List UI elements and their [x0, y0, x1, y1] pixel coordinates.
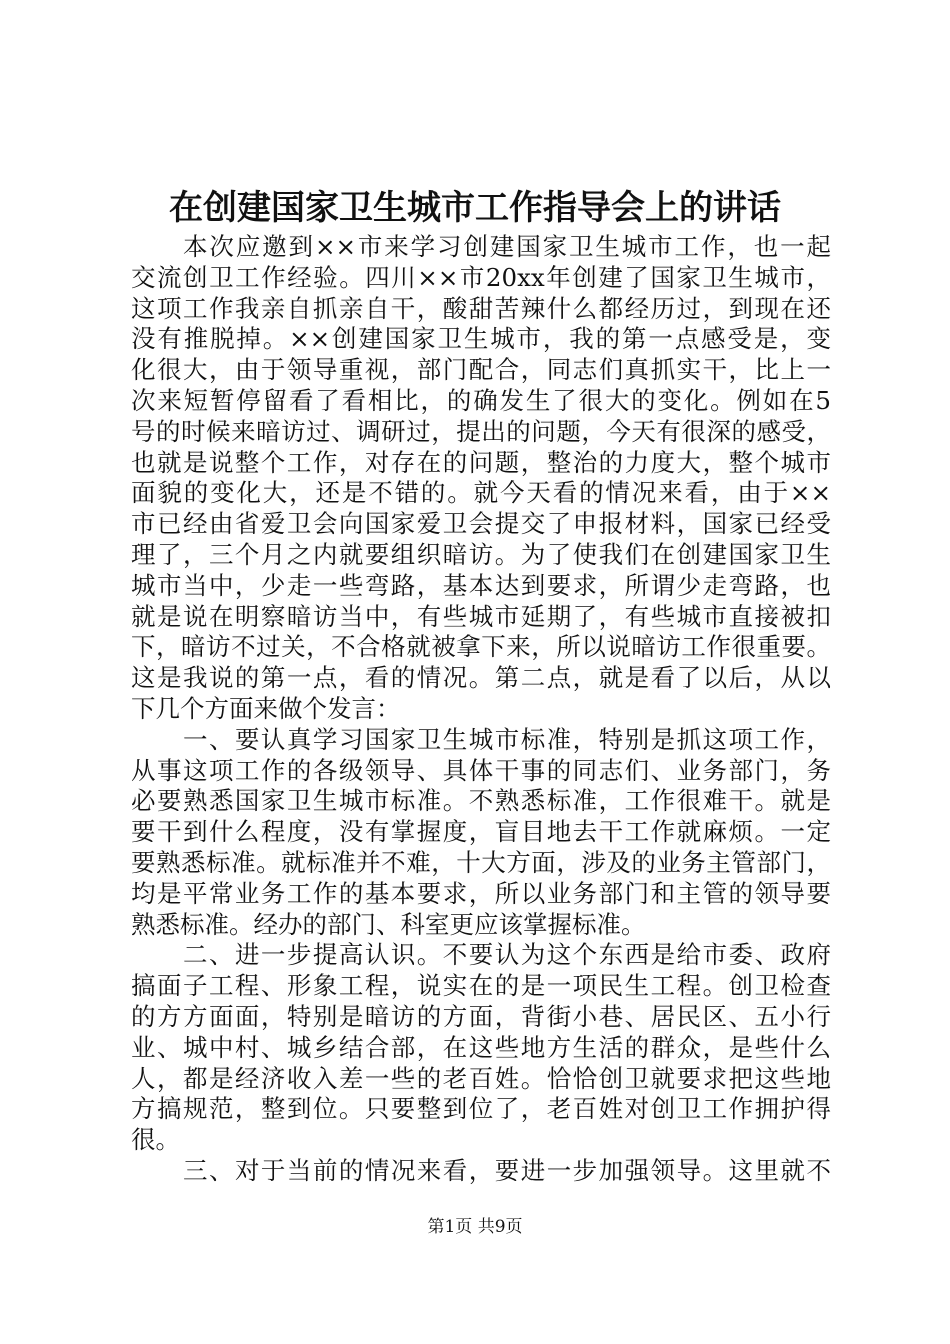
body-line: 化很大，由于领导重视，部门配合，同志们真抓实干，比上一 [131, 355, 831, 385]
body-line: 号的时候来暗访过、调研过，提出的问题，今天有很深的感受， [131, 416, 831, 446]
body-line: 下，暗访不过关，不合格就被拿下来，所以说暗访工作很重要。 [131, 632, 831, 662]
body-line: 城市当中，少走一些弯路，基本达到要求，所谓少走弯路，也 [131, 570, 831, 600]
body-line: 次来短暂停留看了看相比，的确发生了很大的变化。例如在5 [131, 385, 831, 415]
body-line: 三、对于当前的情况来看，要进一步加强领导。这里就不 [183, 1155, 831, 1185]
body-line: 这项工作我亲自抓亲自干，酸甜苦辣什么都经历过，到现在还 [131, 293, 831, 323]
document-title: 在创建国家卫生城市工作指导会上的讲话 [169, 188, 781, 228]
body-line: 要干到什么程度，没有掌握度，盲目地去干工作就麻烦。一定 [131, 817, 831, 847]
body-line: 很。 [131, 1125, 180, 1155]
body-line: 这是我说的第一点，看的情况。第二点，就是看了以后，从以 [131, 663, 831, 693]
body-line: 的方方面面，特别是暗访的方面，背街小巷、居民区、五小行 [131, 1001, 831, 1031]
body-line: 下几个方面来做个发言： [131, 693, 401, 723]
body-line: 从事这项工作的各级领导、具体干事的同志们、业务部门，务 [131, 755, 831, 785]
body-line: 方搞规范，整到位。只要整到位了，老百姓对创卫工作拥护得 [131, 1094, 831, 1124]
body-line: 没有推脱掉。××创建国家卫生城市，我的第一点感受是，变 [131, 324, 831, 354]
body-line: 本次应邀到××市来学习创建国家卫生城市工作，也一起 [183, 232, 831, 261]
document-body [131, 232, 831, 1187]
body-line: 搞面子工程、形象工程，说实在的是一项民生工程。创卫检查 [131, 971, 831, 1001]
body-line: 就是说在明察暗访当中，有些城市延期了，有些城市直接被扣 [131, 601, 831, 631]
body-line: 均是平常业务工作的基本要求，所以业务部门和主管的领导要 [131, 878, 831, 908]
body-line: 二、进一步提高认识。不要认为这个东西是给市委、政府 [183, 940, 831, 970]
body-line: 交流创卫工作经验。四川××市20xx年创建了国家卫生城市， [131, 262, 831, 292]
page-number-footer: 第1页 共9页 [427, 1217, 523, 1237]
body-line: 面貌的变化大，还是不错的。就今天看的情况来看，由于×× [131, 478, 831, 508]
body-line: 要熟悉标准。就标准并不难，十大方面，涉及的业务主管部门， [131, 847, 831, 877]
body-line: 也就是说整个工作，对存在的问题，整治的力度大，整个城市 [131, 447, 831, 477]
body-line: 熟悉标准。经办的部门、科室更应该掌握标准。 [131, 909, 646, 939]
body-line: 业、城中村、城乡结合部，在这些地方生活的群众，是些什么 [131, 1032, 831, 1062]
body-line: 市已经由省爱卫会向国家爱卫会提交了申报材料，国家已经受 [131, 509, 831, 539]
body-line: 一、要认真学习国家卫生城市标准，特别是抓这项工作， [183, 724, 831, 754]
body-line: 必要熟悉国家卫生城市标准。不熟悉标准，工作很难干。就是 [131, 786, 831, 816]
body-line: 人，都是经济收入差一些的老百姓。恰恰创卫就要求把这些地 [131, 1063, 831, 1093]
body-line: 理了，三个月之内就要组织暗访。为了使我们在创建国家卫生 [131, 539, 831, 569]
